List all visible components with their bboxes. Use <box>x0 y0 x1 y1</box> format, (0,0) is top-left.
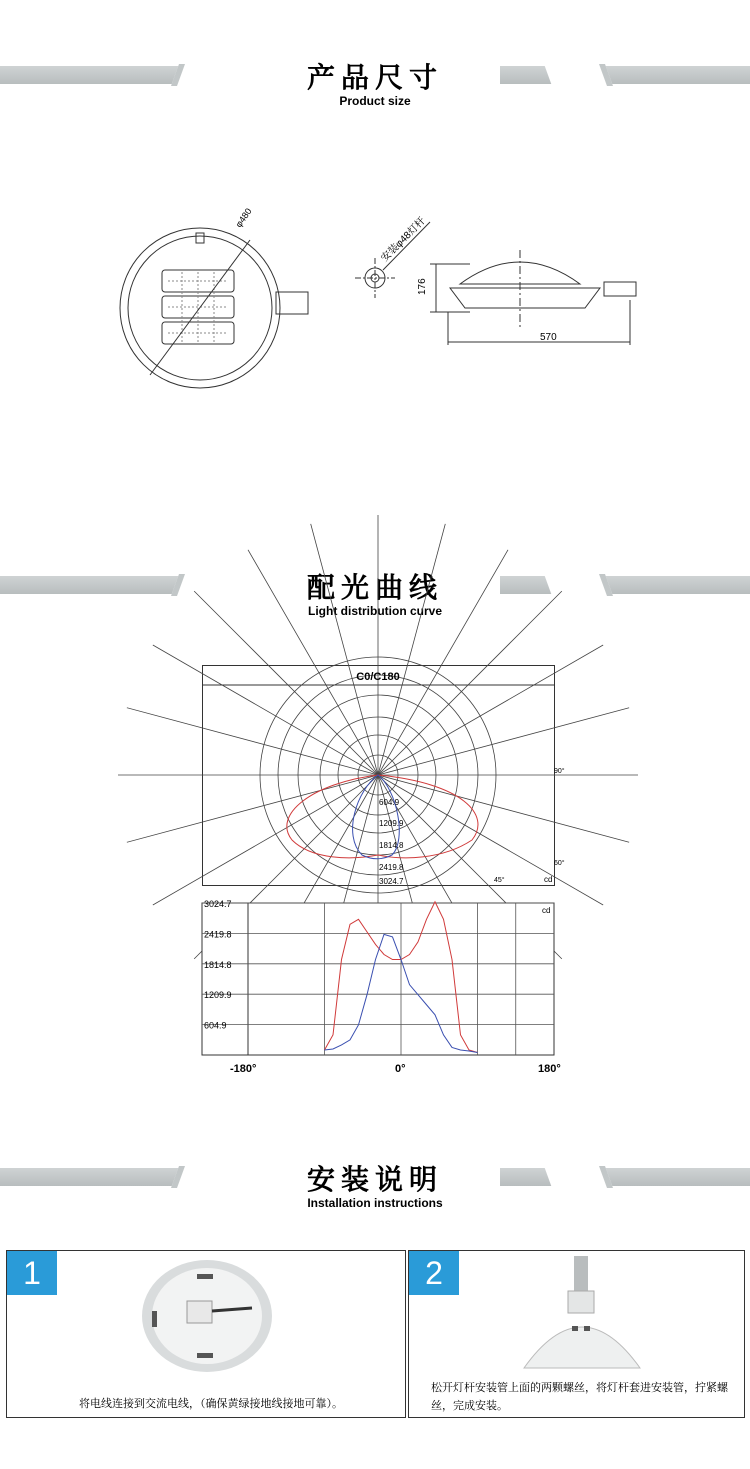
cartesian-light-chart <box>180 895 580 1080</box>
pole-label: 安装φ48灯杆 <box>379 215 428 265</box>
lamp-side-image <box>514 1256 654 1381</box>
polar-title: C0/C180 <box>356 671 400 683</box>
step-number: 2 <box>409 1251 459 1295</box>
section-title-en: Product size <box>339 94 411 108</box>
step-caption: 将电线连接到交流电线，（确保黄绿接地线接地可靠）。 <box>79 1397 343 1410</box>
section-header-product-size <box>0 56 750 116</box>
x-tick-label: 0° <box>395 1063 406 1075</box>
x-tick-label: -180° <box>230 1063 257 1075</box>
diameter-label: φ480 <box>233 206 254 230</box>
lamp-back-image <box>132 1256 282 1376</box>
radial-label: 604.9 <box>379 798 400 807</box>
section-title-en: Installation instructions <box>307 1196 443 1210</box>
step-caption: 松开灯杆安装管上面的两颗螺丝，将灯杆套进安装管，拧紧螺丝，完成安装。 <box>431 1381 728 1412</box>
unit-label: cd <box>542 906 551 915</box>
radial-label: 2419.8 <box>379 863 404 872</box>
y-tick-label: 3024.7 <box>204 899 232 909</box>
section-title-en: Light distribution curve <box>308 604 442 618</box>
install-step-2 <box>408 1250 745 1418</box>
y-tick-label: 2419.8 <box>204 929 232 940</box>
section-title-cn: 配光曲线 <box>306 571 443 604</box>
angle-label: 90° <box>554 768 565 775</box>
width-label: 570 <box>540 332 557 343</box>
radial-label: 1209.9 <box>379 819 404 828</box>
section-title-cn: 安装说明 <box>306 1163 443 1196</box>
angle-label: 60° <box>554 860 565 867</box>
radial-label: 3024.7 <box>379 877 404 886</box>
height-label: 176 <box>417 278 428 295</box>
install-step-1 <box>6 1250 406 1418</box>
unit-label: cd <box>544 875 553 884</box>
y-tick-label: 1814.8 <box>204 959 232 970</box>
section-title-cn: 产品尺寸 <box>306 61 443 94</box>
product-dimension-drawing <box>0 200 750 400</box>
y-tick-label: 1209.9 <box>204 990 232 1001</box>
section-header-installation <box>0 1158 750 1218</box>
section-header-light-curve <box>0 566 750 626</box>
x-tick-label: 180° <box>538 1063 561 1075</box>
step-number: 1 <box>7 1251 57 1295</box>
y-tick-label: 604.9 <box>204 1020 227 1031</box>
radial-label: 1814.8 <box>379 841 404 850</box>
angle-label: 45° <box>494 877 505 884</box>
polar-light-distribution <box>202 665 565 887</box>
